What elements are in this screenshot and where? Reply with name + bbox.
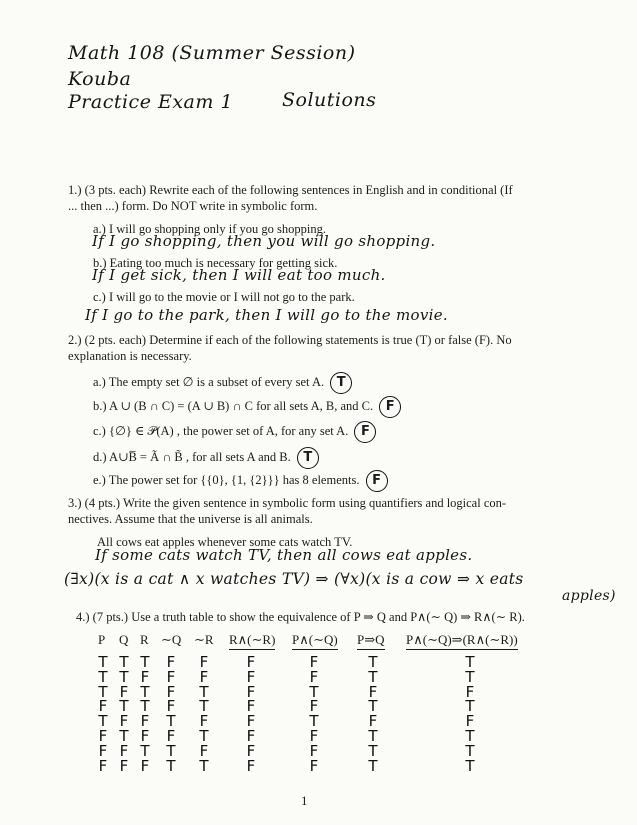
tt-cell: F — [199, 667, 209, 686]
tt-header-not-r: ∼R — [194, 632, 214, 647]
q2-item-b — [93, 396, 401, 418]
tt-cell: T — [465, 653, 475, 671]
tt-cell: F — [246, 741, 256, 760]
q1-prompt-line1: 1.) (3 pts. each) Rewrite each of the following sentences in English and in conditional (If — [68, 183, 513, 197]
tt-cell: F — [246, 726, 256, 745]
tt-header-q: Q — [119, 632, 129, 647]
tt-cell: F — [166, 682, 176, 701]
q3-answer-symbolic: (∃x)(x is a cat ∧ x watches TV) ⇒ (∀x)(x is a cow ⇒ x eats — [64, 570, 524, 588]
page-number: 1 — [301, 793, 308, 808]
tt-cell: T — [140, 682, 150, 701]
tt-cell: F — [465, 682, 475, 701]
tt-cell: F — [98, 697, 108, 716]
tt-cell: F — [246, 756, 256, 775]
q2-prompt-line2: explanation is necessary. — [68, 349, 192, 363]
q3-prompt-line1: 3.) (4 pts.) Write the given sentence in symbolic form using quantifiers and logical con- — [68, 496, 507, 510]
tt-cell: F — [166, 697, 176, 716]
tt-cell: T — [119, 653, 129, 671]
tt-cell: F — [246, 697, 256, 716]
tt-cell: T — [368, 667, 378, 686]
q1-b-answer: If I get sick, then I will eat too much. — [92, 266, 386, 284]
tt-column-compound — [463, 655, 477, 773]
header-instructor: Kouba — [68, 68, 132, 90]
tt-cell: T — [140, 741, 150, 760]
q2-item-e-text: e.) The power set for {{0}, {1, {2}}} has 8 elements. — [93, 472, 360, 487]
tt-column-p-implies-q — [366, 655, 380, 773]
tt-cell: T — [98, 667, 108, 686]
tt-header-not-q: ∼Q — [161, 632, 182, 647]
q4-prompt: 4.) (7 pts.) Use a truth table to show the equivalence of P ⇒ Q and P∧(∼ Q) ⇒ R∧(∼ R). — [76, 610, 525, 624]
tt-cell: T — [465, 667, 475, 686]
tt-cell: T — [309, 682, 319, 701]
tt-column-not-q — [164, 655, 178, 773]
q2-item-a — [93, 372, 352, 394]
tt-column-not-r — [197, 655, 211, 773]
q1-c-text: c.) I will go to the movie or I will not go to the park. — [93, 290, 355, 304]
tt-cell: F — [309, 756, 319, 775]
tt-cell: F — [309, 741, 319, 760]
tt-column-p — [96, 655, 110, 773]
tt-cell: T — [166, 741, 176, 760]
q2-item-c-text: c.) {∅} ∈ 𝒫(A) , the power set of A, for any set A. — [93, 423, 349, 438]
q2-item-e — [93, 470, 388, 492]
tt-cell: T — [166, 712, 176, 731]
tt-cell: F — [166, 667, 176, 686]
q2-item-d — [93, 447, 319, 469]
tt-cell: T — [140, 697, 150, 716]
tt-cell: F — [199, 653, 209, 671]
tt-cell: T — [166, 756, 176, 775]
tt-cell: T — [119, 667, 129, 686]
header-exam: Practice Exam 1 — [68, 91, 234, 113]
tt-cell: T — [465, 726, 475, 745]
tt-cell: T — [368, 756, 378, 775]
q1-prompt-line2: ... then ...) form. Do NOT write in symbolic form. — [68, 199, 318, 213]
q2-item-b-text: b.) A ∪ (B ∩ C) = (A ∪ B) ∩ C for all sets A, B, and C. — [93, 398, 374, 413]
tt-cell: F — [309, 697, 319, 716]
tt-cell: F — [199, 712, 209, 731]
tt-cell: T — [119, 726, 129, 745]
tt-cell: F — [368, 712, 378, 731]
q2-item-a-text: a.) The empty set ∅ is a subset of every set A. — [93, 374, 325, 389]
tt-cell: F — [166, 653, 176, 671]
tt-cell: F — [246, 712, 256, 731]
tt-cell: T — [98, 653, 108, 671]
tt-cell: T — [98, 712, 108, 731]
tt-cell: F — [119, 756, 129, 775]
tt-cell: F — [465, 712, 475, 731]
q2-item-a-answer: T — [330, 372, 352, 394]
tt-cell: T — [309, 712, 319, 731]
tt-column-r-and-not-r — [244, 655, 258, 773]
tt-cell: T — [199, 726, 209, 745]
tt-cell: F — [368, 682, 378, 701]
tt-cell: F — [246, 682, 256, 701]
tt-cell: F — [98, 756, 108, 775]
q3-answer-symbolic-cont: apples) — [562, 588, 616, 604]
q1-c-answer: If I go to the park, then I will go to the movie. — [85, 306, 448, 324]
q3-sentence: All cows eat apples whenever some cats watch TV. — [97, 535, 353, 549]
q1-a-text: a.) I will go shopping only if you go shopping. — [93, 222, 326, 236]
tt-cell: T — [199, 756, 209, 775]
tt-cell: F — [166, 726, 176, 745]
tt-cell: F — [246, 653, 256, 671]
q2-item-d-answer: T — [297, 447, 319, 469]
tt-header-p-implies-q: P⇒Q — [357, 632, 385, 650]
tt-cell: T — [98, 682, 108, 701]
q1-b-text: b.) Eating too much is necessary for getting sick. — [93, 256, 338, 270]
tt-cell: T — [368, 697, 378, 716]
q2-item-b-answer: F — [379, 396, 401, 418]
tt-cell: T — [465, 756, 475, 775]
tt-column-q — [117, 655, 131, 773]
tt-cell: F — [199, 741, 209, 760]
tt-cell: F — [140, 756, 150, 775]
tt-cell: T — [368, 653, 378, 671]
tt-header-p: P — [98, 632, 106, 647]
q2-item-c — [93, 421, 376, 443]
tt-cell: T — [199, 682, 209, 701]
tt-header-p-and-not-q: P∧(∼Q) — [292, 632, 338, 650]
tt-cell: F — [309, 667, 319, 686]
tt-cell: F — [119, 712, 129, 731]
tt-cell: T — [119, 697, 129, 716]
tt-cell: F — [309, 726, 319, 745]
q2-item-d-text: d.) A∪B̅ = Ã ∩ B̃ , for all sets A and B. — [93, 449, 291, 464]
tt-cell: F — [309, 653, 319, 671]
tt-column-p-and-not-q — [307, 655, 321, 773]
tt-column-r — [138, 655, 152, 773]
header-course: Math 108 (Summer Session) — [68, 42, 356, 64]
tt-cell: F — [119, 682, 129, 701]
q2-item-e-answer: F — [366, 470, 388, 492]
tt-cell: T — [465, 697, 475, 716]
tt-cell: T — [368, 726, 378, 745]
q2-prompt-line1: 2.) (2 pts. each) Determine if each of the following statements is true (T) or false (F). No — [68, 333, 512, 347]
q1-a-answer: If I go shopping, then you will go shopping. — [92, 232, 436, 250]
tt-cell: F — [98, 741, 108, 760]
tt-cell: F — [140, 712, 150, 731]
q3-answer-english: If some cats watch TV, then all cows eat apples. — [95, 546, 473, 564]
tt-cell: F — [119, 741, 129, 760]
tt-cell: T — [465, 741, 475, 760]
tt-cell: F — [246, 667, 256, 686]
tt-cell: T — [199, 697, 209, 716]
tt-cell: T — [368, 741, 378, 760]
tt-cell: T — [140, 653, 150, 671]
header-solutions: Solutions — [282, 89, 377, 111]
q3-prompt-line2: nectives. Assume that the universe is all animals. — [68, 512, 313, 526]
tt-header-r: R — [140, 632, 149, 647]
tt-cell: F — [140, 667, 150, 686]
tt-cell: F — [98, 726, 108, 745]
q2-item-c-answer: F — [354, 421, 376, 443]
tt-header-compound: P∧(∼Q)⇒(R∧(∼R)) — [406, 632, 518, 650]
tt-cell: F — [140, 726, 150, 745]
tt-header-r-and-not-r: R∧(∼R) — [229, 632, 275, 650]
